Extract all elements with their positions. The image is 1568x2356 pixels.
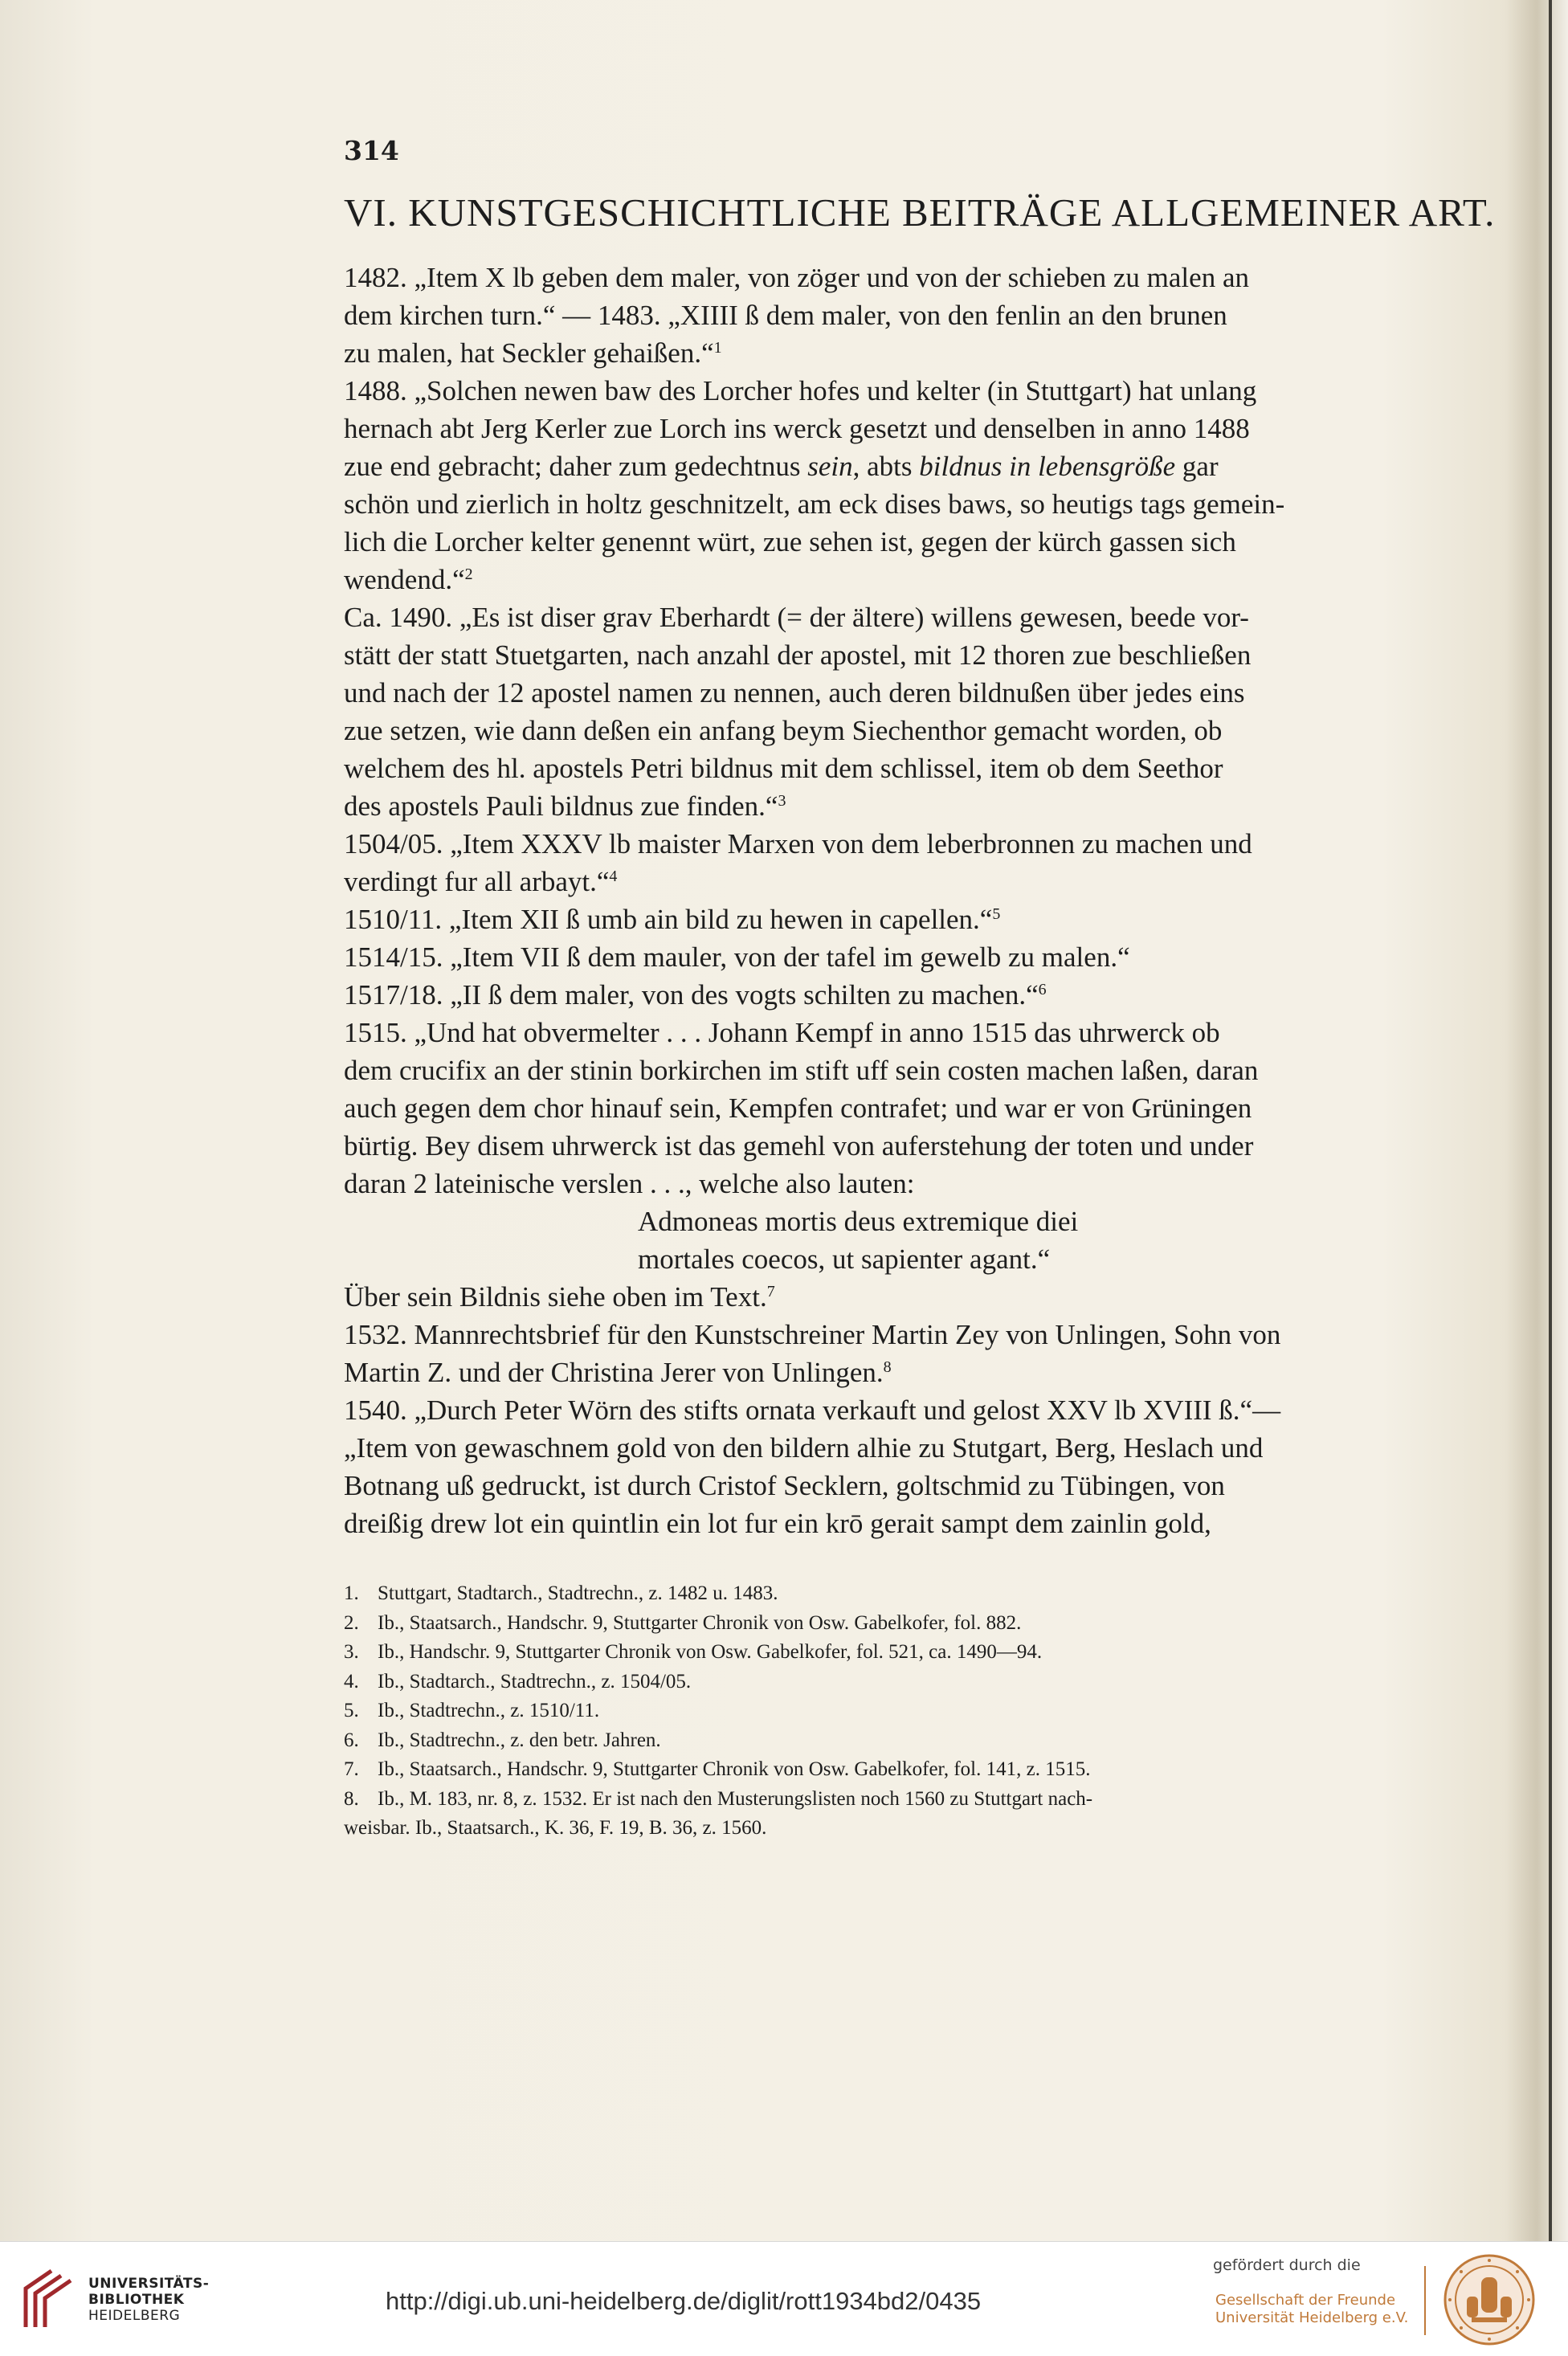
footnote-number: 3.: [344, 1641, 359, 1663]
footnote: [344, 1755, 1428, 1785]
sponsor-name[interactable]: [1215, 2292, 1408, 2327]
footnote-ref[interactable]: 6: [1038, 981, 1047, 998]
footnote-ref[interactable]: 3: [778, 792, 786, 810]
footnote-number: 6.: [344, 1729, 359, 1751]
footnote-number: 5.: [344, 1700, 359, 1721]
text-line: 1532. Mannrechtsbrief für den Kunstschreiner Martin Zey von Unlingen, Sohn von: [344, 1319, 1281, 1350]
paragraph-1532: [344, 1316, 1423, 1391]
body-text: [344, 259, 1423, 1542]
text-line: schön und zierlich in holtz geschnitzelt, am eck dises baws, so heutigs tags gemein-: [344, 488, 1285, 520]
text-line: Ca. 1490. „Es ist diser grav Eberhardt (= der ältere) willens gewesen, beede vor-: [344, 602, 1249, 633]
text-line: „Item von gewaschnem gold von den bildern alhie zu Stutgart, Berg, Heslach und: [344, 1432, 1264, 1464]
footnote-number: 1.: [344, 1582, 359, 1604]
footnotes: [344, 1579, 1428, 1844]
paragraph-1488: [344, 372, 1423, 598]
paragraph-1490: [344, 598, 1423, 825]
text-line: gar: [1182, 451, 1219, 482]
footnote-ref[interactable]: 5: [992, 905, 1001, 923]
text-line: , abts: [852, 451, 913, 482]
university-library-logo-icon[interactable]: [14, 2264, 82, 2332]
page-number: 314: [344, 135, 399, 166]
viewer-footer: [0, 2241, 1568, 2356]
chapter-title: VI. KUNSTGESCHICHTLICHE BEITRÄGE ALLGEMEINER ART.: [344, 190, 1496, 235]
text-line: 1482. „Item X lb geben dem maler, von zöger und von der schieben zu malen an: [344, 262, 1249, 293]
paragraph-1482: [344, 259, 1423, 372]
text-line: Martin Z. und der Christina Jerer von Unlingen.: [344, 1357, 884, 1388]
funded-by-label: gefördert durch die: [1213, 2256, 1361, 2274]
footnote: [344, 1726, 1428, 1756]
text-line: des apostels Pauli bildnus zue finden.“: [344, 790, 778, 822]
paragraph-1510: [344, 900, 1423, 938]
library-name-line: BIBLIOTHEK: [88, 2292, 185, 2308]
footnote-ref[interactable]: 1: [713, 339, 722, 357]
footnote: [344, 1785, 1428, 1815]
footer-divider: [1424, 2266, 1426, 2335]
text-line: zue setzen, wie dann deßen ein anfang beym Siechenthor gemacht worden, ob: [344, 715, 1223, 746]
permalink-url[interactable]: http://digi.ub.uni-heidelberg.de/diglit/rott1934bd2/0435: [386, 2287, 982, 2315]
text-line: und nach der 12 apostel namen zu nennen, auch deren bildnußen über jedes eins: [344, 677, 1245, 708]
text-line: Über sein Bildnis siehe oben im Text.: [344, 1281, 767, 1313]
text-line: 1515. „Und hat obvermelter . . . Johann Kempf in anno 1515 das uhrwerck ob: [344, 1017, 1220, 1048]
library-name-line: HEIDELBERG: [88, 2308, 181, 2324]
text-line: 1540. „Durch Peter Wörn des stifts ornata verkauft und gelost XXV lb XVIII ß.“—: [344, 1394, 1281, 1426]
latin-verse: [638, 1202, 1423, 1278]
text-line: 1514/15. „Item VII ß dem mauler, von der tafel im gewelb zu malen.“: [344, 941, 1130, 973]
verse-line: Admoneas mortis deus extremique diei: [638, 1206, 1079, 1237]
footnote: [344, 1609, 1428, 1639]
footnote-number: 2.: [344, 1611, 359, 1634]
text-line: Botnang uß gedruckt, ist durch Cristof Secklern, goltschmid zu Tübingen, von: [344, 1470, 1225, 1501]
text-line: dem crucifix an der stinin borkirchen im stift uff sein costen machen laßen, daran: [344, 1055, 1259, 1086]
italic-text: bildnus in lebensgröße: [919, 451, 1176, 482]
footnote-text: Ib., Staatsarch., Handschr. 9, Stuttgarter Chronik von Osw. Gabelkofer, fol. 882.: [378, 1611, 1022, 1634]
footnote-text: Ib., Stadtrechn., z. 1510/11.: [378, 1700, 600, 1721]
text-line: 1510/11. „Item XII ß umb ain bild zu hewen in capellen.“: [344, 904, 993, 935]
text-line: verdingt fur all arbayt.“: [344, 866, 610, 897]
footnote-ref[interactable]: 2: [464, 566, 473, 583]
paragraph-1504: [344, 825, 1423, 900]
text-line: 1504/05. „Item XXXV lb maister Marxen von dem leberbronnen zu machen und: [344, 828, 1252, 860]
text-line: dreißig drew lot ein quintlin ein lot fur ein krō gerait sampt dem zainlin gold,: [344, 1508, 1211, 1539]
library-name: [88, 2276, 209, 2324]
text-line: dem kirchen turn.“ — 1483. „XIIII ß dem maler, von den fenlin an den brunen: [344, 300, 1227, 331]
italic-text: sein: [807, 451, 853, 482]
footnote: [344, 1638, 1428, 1668]
paragraph-bildnis: [344, 1278, 1423, 1316]
text-line: auch gegen dem chor hinauf sein, Kempfen contrafet; und war er von Grüningen: [344, 1092, 1252, 1124]
text-line: zue end gebracht; daher zum gedechtnus: [344, 451, 801, 482]
footnote-ref[interactable]: 7: [766, 1283, 775, 1300]
text-line: 1517/18. „II ß dem maler, von des vogts schilten zu machen.“: [344, 979, 1039, 1011]
paragraph-1517: [344, 976, 1423, 1014]
text-line: welchem des hl. apostels Petri bildnus mit dem schlissel, item ob dem Seethor: [344, 753, 1223, 784]
university-seal-icon[interactable]: [1443, 2253, 1536, 2346]
footnote: [344, 1697, 1428, 1726]
footnote-text: Ib., Stadtarch., Stadtrechn., z. 1504/05.: [378, 1670, 692, 1692]
library-name-line: UNIVERSITÄTS-: [88, 2276, 210, 2292]
footnote: [344, 1668, 1428, 1697]
text-line: hernach abt Jerg Kerler zue Lorch ins werck gesetzt und denselben in anno 1488: [344, 413, 1250, 444]
footnote-text: Stuttgart, Stadtarch., Stadtrechn., z. 1482 u. 1483.: [378, 1582, 778, 1604]
sponsor-name-line: Gesellschaft der Freunde: [1215, 2292, 1396, 2309]
footnote-ref[interactable]: 4: [609, 868, 618, 885]
footnote-ref[interactable]: 8: [883, 1358, 892, 1376]
footnote-number: 4.: [344, 1670, 359, 1692]
footnote-text: Ib., Staatsarch., Handschr. 9, Stuttgarter Chronik von Osw. Gabelkofer, fol. 141, z. 1515.: [378, 1758, 1091, 1780]
footnote-text: Ib., Stadtrechn., z. den betr. Jahren.: [378, 1729, 661, 1751]
text-line: lich die Lorcher kelter genennt würt, zue sehen ist, gegen der kürch gassen sich: [344, 526, 1236, 557]
footnote: [344, 1579, 1428, 1609]
footnote-text: Ib., Handschr. 9, Stuttgarter Chronik von Osw. Gabelkofer, fol. 521, ca. 1490—94.: [378, 1641, 1043, 1663]
paragraph-1540: [344, 1391, 1423, 1542]
page-edge-shadow: [1549, 0, 1552, 2241]
text-line: 1488. „Solchen newen baw des Lorcher hofes und kelter (in Stuttgart) hat unlang: [344, 375, 1257, 406]
sponsor-name-line: Universität Heidelberg e.V.: [1215, 2309, 1409, 2326]
text-line: daran 2 lateinische verslen . . ., welche also lauten:: [344, 1168, 915, 1199]
footnote-text: Ib., M. 183, nr. 8, z. 1532. Er ist nach den Musterungslisten noch 1560 zu Stuttgart nach-: [378, 1787, 1093, 1810]
paragraph-1515: [344, 1014, 1423, 1202]
text-line: wendend.“: [344, 564, 465, 595]
text-line: zu malen, hat Seckler gehaißen.“: [344, 337, 714, 369]
text-line: stätt der statt Stuetgarten, nach anzahl der apostel, mit 12 thoren zue beschließen: [344, 639, 1252, 671]
paragraph-1514: [344, 938, 1423, 976]
text-line: bürtig. Bey disem uhrwerck ist das gemehl von auferstehung der toten und under: [344, 1130, 1254, 1162]
footnote-number: 8.: [344, 1787, 359, 1810]
verse-line: mortales coecos, ut sapienter agant.“: [638, 1243, 1051, 1275]
footnote-continuation: weisbar. Ib., Staatsarch., K. 36, F. 19, B. 36, z. 1560.: [344, 1817, 767, 1839]
footnote-number: 7.: [344, 1758, 359, 1780]
